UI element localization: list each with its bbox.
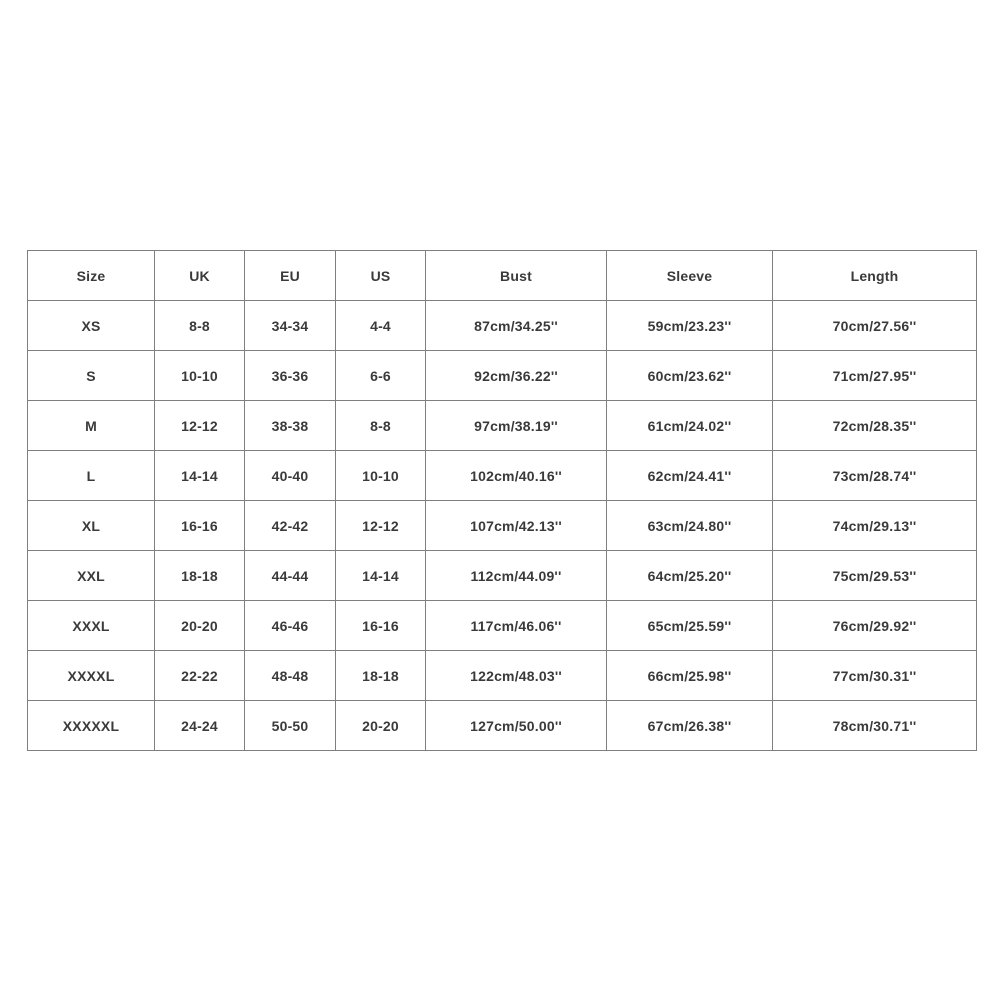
- measurement-cell: 12-12: [155, 401, 245, 451]
- measurement-cell: 24-24: [155, 701, 245, 751]
- table-row: [28, 301, 977, 351]
- measurement-cell: 107cm/42.13'': [426, 501, 607, 551]
- size-label-cell: XXXL: [28, 601, 155, 651]
- measurement-cell: 92cm/36.22'': [426, 351, 607, 401]
- size-label-cell: L: [28, 451, 155, 501]
- column-header: US: [336, 251, 426, 301]
- measurement-cell: 61cm/24.02'': [607, 401, 773, 451]
- table-row: [28, 701, 977, 751]
- measurement-cell: 22-22: [155, 651, 245, 701]
- measurement-cell: 67cm/26.38'': [607, 701, 773, 751]
- size-label-cell: XL: [28, 501, 155, 551]
- column-header: UK: [155, 251, 245, 301]
- size-label-cell: XXXXL: [28, 651, 155, 701]
- measurement-cell: 48-48: [245, 651, 336, 701]
- measurement-cell: 18-18: [155, 551, 245, 601]
- measurement-cell: 112cm/44.09'': [426, 551, 607, 601]
- measurement-cell: 38-38: [245, 401, 336, 451]
- table-row: [28, 501, 977, 551]
- measurement-cell: 70cm/27.56'': [773, 301, 977, 351]
- table-row: [28, 351, 977, 401]
- measurement-cell: 74cm/29.13'': [773, 501, 977, 551]
- measurement-cell: 122cm/48.03'': [426, 651, 607, 701]
- column-header: Sleeve: [607, 251, 773, 301]
- measurement-cell: 77cm/30.31'': [773, 651, 977, 701]
- measurement-cell: 6-6: [336, 351, 426, 401]
- measurement-cell: 65cm/25.59'': [607, 601, 773, 651]
- measurement-cell: 127cm/50.00'': [426, 701, 607, 751]
- measurement-cell: 34-34: [245, 301, 336, 351]
- measurement-cell: 66cm/25.98'': [607, 651, 773, 701]
- table-row: [28, 651, 977, 701]
- table-body: [28, 301, 977, 751]
- measurement-cell: 8-8: [336, 401, 426, 451]
- measurement-cell: 12-12: [336, 501, 426, 551]
- size-label-cell: XXXXXL: [28, 701, 155, 751]
- measurement-cell: 46-46: [245, 601, 336, 651]
- column-header: EU: [245, 251, 336, 301]
- table-row: [28, 551, 977, 601]
- size-chart-table: [27, 250, 977, 751]
- table-row: [28, 401, 977, 451]
- measurement-cell: 4-4: [336, 301, 426, 351]
- measurement-cell: 16-16: [155, 501, 245, 551]
- size-label-cell: XS: [28, 301, 155, 351]
- measurement-cell: 64cm/25.20'': [607, 551, 773, 601]
- measurement-cell: 76cm/29.92'': [773, 601, 977, 651]
- measurement-cell: 78cm/30.71'': [773, 701, 977, 751]
- measurement-cell: 10-10: [336, 451, 426, 501]
- size-label-cell: XXL: [28, 551, 155, 601]
- measurement-cell: 14-14: [155, 451, 245, 501]
- measurement-cell: 72cm/28.35'': [773, 401, 977, 451]
- column-header: Length: [773, 251, 977, 301]
- measurement-cell: 117cm/46.06'': [426, 601, 607, 651]
- measurement-cell: 42-42: [245, 501, 336, 551]
- measurement-cell: 36-36: [245, 351, 336, 401]
- measurement-cell: 16-16: [336, 601, 426, 651]
- measurement-cell: 75cm/29.53'': [773, 551, 977, 601]
- measurement-cell: 20-20: [155, 601, 245, 651]
- measurement-cell: 40-40: [245, 451, 336, 501]
- measurement-cell: 87cm/34.25'': [426, 301, 607, 351]
- table-row: [28, 451, 977, 501]
- measurement-cell: 10-10: [155, 351, 245, 401]
- measurement-cell: 71cm/27.95'': [773, 351, 977, 401]
- header-row: [28, 251, 977, 301]
- measurement-cell: 63cm/24.80'': [607, 501, 773, 551]
- measurement-cell: 60cm/23.62'': [607, 351, 773, 401]
- measurement-cell: 20-20: [336, 701, 426, 751]
- measurement-cell: 8-8: [155, 301, 245, 351]
- measurement-cell: 44-44: [245, 551, 336, 601]
- measurement-cell: 50-50: [245, 701, 336, 751]
- measurement-cell: 59cm/23.23'': [607, 301, 773, 351]
- measurement-cell: 73cm/28.74'': [773, 451, 977, 501]
- measurement-cell: 62cm/24.41'': [607, 451, 773, 501]
- column-header: Size: [28, 251, 155, 301]
- measurement-cell: 102cm/40.16'': [426, 451, 607, 501]
- measurement-cell: 14-14: [336, 551, 426, 601]
- size-label-cell: M: [28, 401, 155, 451]
- table-row: [28, 601, 977, 651]
- measurement-cell: 97cm/38.19'': [426, 401, 607, 451]
- column-header: Bust: [426, 251, 607, 301]
- size-label-cell: S: [28, 351, 155, 401]
- measurement-cell: 18-18: [336, 651, 426, 701]
